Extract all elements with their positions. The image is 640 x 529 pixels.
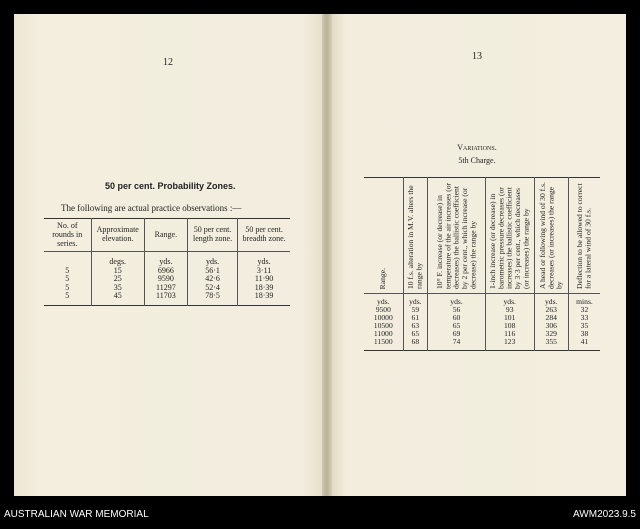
left-heading: 50 per cent. Probability Zones. xyxy=(105,181,236,191)
unit-cell: mins. xyxy=(568,294,600,306)
unit-cell xyxy=(44,252,91,267)
table-row xyxy=(364,330,600,338)
probability-zones-table xyxy=(44,218,290,306)
table-cell: 25 xyxy=(91,275,144,283)
table-cell: 11297 xyxy=(144,284,187,292)
unit-cell: yds. xyxy=(144,252,187,267)
table-cell: 35 xyxy=(568,322,600,330)
table-row xyxy=(364,314,600,322)
table-cell: 5 xyxy=(65,282,70,292)
col-header-text: A head or following wind of 30 f.s. decreases (or increases) the range by xyxy=(537,182,564,289)
col-header-length-zone: 50 per cent. length zone. xyxy=(187,219,237,252)
table-cell: 15 xyxy=(91,267,144,275)
unit-cell: yds. xyxy=(187,252,237,267)
table-cell: 59 xyxy=(403,306,428,314)
col-header-head-wind xyxy=(534,178,568,294)
footer-catalogue-id: AWM2023.9.5 xyxy=(573,509,636,520)
unit-cell: yds. xyxy=(485,294,534,306)
table-cell: 6966 xyxy=(144,267,187,275)
col-header-elevation: Approximate elevation. xyxy=(91,219,144,252)
table-cell: 3·11 xyxy=(238,267,290,275)
table-cell: 5 xyxy=(65,265,70,275)
table-row xyxy=(44,292,290,306)
left-intro: The following are actual practice observations :— xyxy=(61,203,242,213)
col-header-text: 10 f.s. alteration in M.V. alters the range by xyxy=(405,185,424,289)
col-header-text: 1-inch increase (or decrease) in barometric pressure decreases (or increases) the ballistic coefficient by 3·3 per cent., which decreases (or increases) the range by xyxy=(487,187,531,289)
footer-credit: AUSTRALIAN WAR MEMORIAL xyxy=(4,509,149,520)
table-cell: 5 xyxy=(65,290,70,300)
table-row xyxy=(364,306,600,314)
table-cell: 60 xyxy=(428,314,486,322)
table-cell: 65 xyxy=(403,330,428,338)
table-cell: 41 xyxy=(568,338,600,350)
table-cell: 74 xyxy=(428,338,486,350)
right-page-number: 13 xyxy=(472,51,482,62)
table-header-row xyxy=(364,178,600,294)
col-header-rounds: No. of rounds in series. xyxy=(52,221,83,248)
table-cell: 355 xyxy=(534,338,568,350)
unit-cell: yds. xyxy=(403,294,428,306)
table-cell: 38 xyxy=(568,330,600,338)
table-cell: 5 xyxy=(65,274,70,284)
table-cell: 42·6 xyxy=(187,275,237,283)
table-cell: 18·39 xyxy=(238,284,290,292)
unit-cell: yds. xyxy=(428,294,486,306)
table-cell: 56·1 xyxy=(187,267,237,275)
unit-cell: yds. xyxy=(534,294,568,306)
table-cell: 11500 xyxy=(373,336,393,346)
col-header-range: Range. xyxy=(144,219,187,252)
table-cell: 306 xyxy=(534,322,568,330)
col-header-text: Deflection to be allowed to correct for a lateral wind of 30 f.s. xyxy=(575,183,593,289)
table-cell: 63 xyxy=(403,322,428,330)
col-header-text: Range. xyxy=(378,267,388,289)
table-cell: 123 xyxy=(485,338,534,350)
table-cell: 284 xyxy=(534,314,568,322)
table-cell: 78·5 xyxy=(187,292,237,306)
table-cell: 10000 xyxy=(373,312,393,322)
col-header-deflection xyxy=(568,178,600,294)
col-header-barometric xyxy=(485,178,534,294)
table-row xyxy=(364,338,600,350)
col-header-mv xyxy=(403,178,428,294)
left-page-number: 12 xyxy=(163,57,173,68)
table-cell: 69 xyxy=(428,330,486,338)
units-row xyxy=(44,252,290,267)
table-header-row xyxy=(44,219,290,252)
unit-cell: yds. xyxy=(377,297,390,306)
col-header-temperature xyxy=(428,178,486,294)
table-cell: 18·39 xyxy=(238,292,290,306)
table-row xyxy=(364,322,600,330)
table-cell: 9500 xyxy=(375,304,391,314)
table-cell: 101 xyxy=(485,314,534,322)
table-cell: 68 xyxy=(403,338,428,350)
table-cell: 61 xyxy=(403,314,428,322)
right-subtitle: 5th Charge. xyxy=(458,156,496,165)
table-cell: 329 xyxy=(534,330,568,338)
table-cell: 32 xyxy=(568,306,600,314)
table-cell: 11000 xyxy=(373,328,393,338)
table-cell: 33 xyxy=(568,314,600,322)
table-cell: 11703 xyxy=(144,292,187,306)
table-cell: 52·4 xyxy=(187,284,237,292)
table-cell: 65 xyxy=(428,322,486,330)
table-cell: 116 xyxy=(485,330,534,338)
table-cell: 263 xyxy=(534,306,568,314)
table-cell: 11·90 xyxy=(238,275,290,283)
table-cell: 45 xyxy=(91,292,144,306)
table-cell: 108 xyxy=(485,322,534,330)
unit-cell: degs. xyxy=(91,252,144,267)
units-row xyxy=(364,294,600,306)
col-header-text: 10° F. increase (or decrease) in temperature of the air increases (or decreases) the ballistic coefficient by 2 per cent., which increase (or decrease) the range by xyxy=(434,182,478,289)
right-title: Variations. xyxy=(457,143,497,152)
table-cell: 9590 xyxy=(144,275,187,283)
variations-table xyxy=(364,177,600,351)
table-cell: 93 xyxy=(485,306,534,314)
table-cell: 56 xyxy=(428,306,486,314)
col-header-breadth-zone: 50 per cent. breadth zone. xyxy=(238,219,290,252)
table-cell: 10500 xyxy=(373,320,393,330)
unit-cell: yds. xyxy=(238,252,290,267)
col-header-range xyxy=(364,178,403,294)
book-spine xyxy=(322,14,332,496)
table-cell: 35 xyxy=(91,284,144,292)
